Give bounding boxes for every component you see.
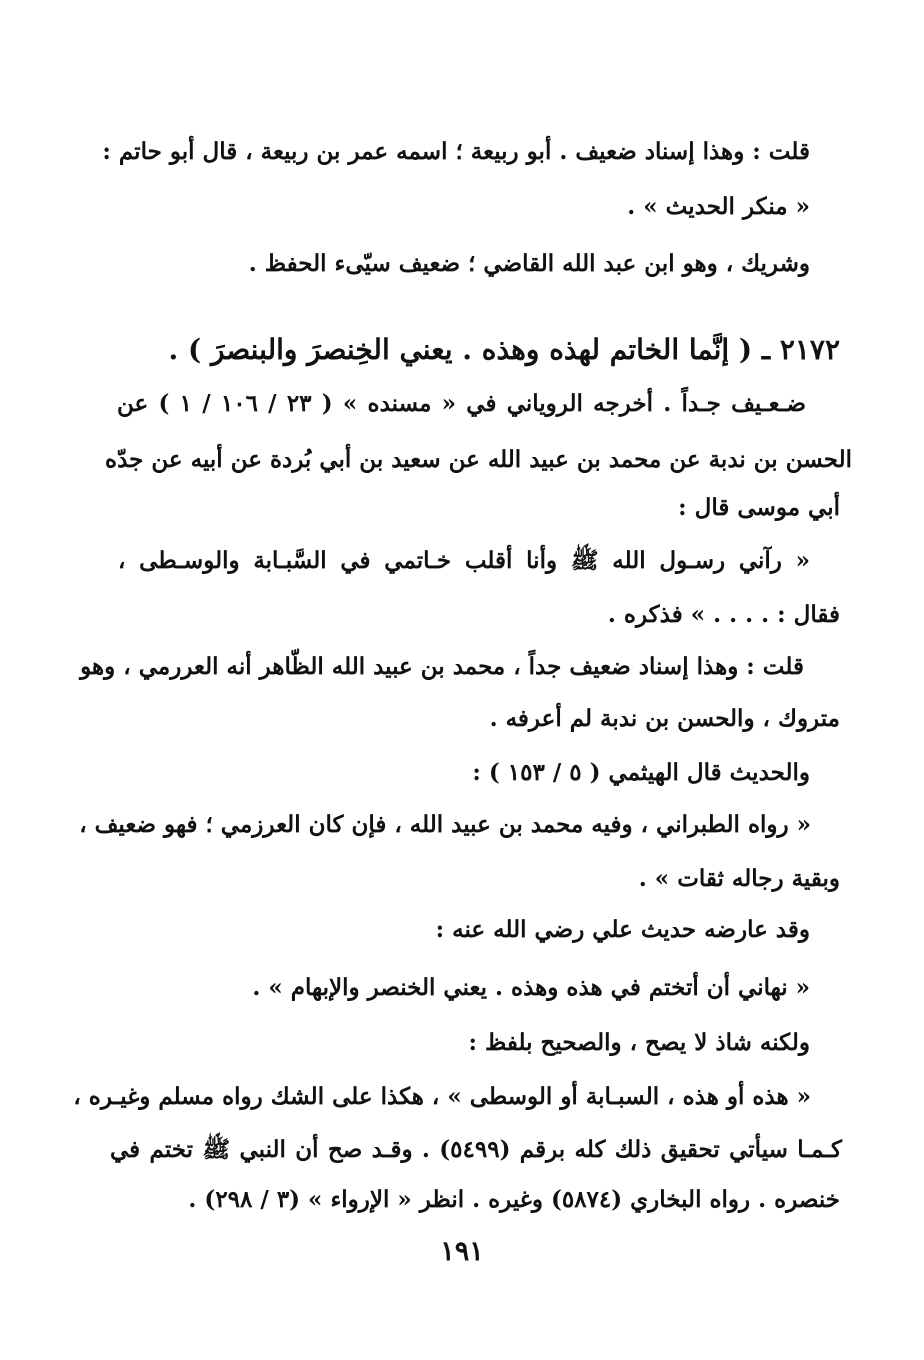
hadith-heading: ٢١٧٢ ـ ( إنَّما الخاتم لهذه وهذه . يعني الخِنصرَ والبنصرَ ) . — [168, 333, 840, 366]
text-line: ضـعـيف جـداً . أخرجه الروياني في « مسنده » ( ٢٣ / ١٠٦ / ١ ) عن — [117, 390, 806, 417]
quote-line: وبقية رجاله ثقات » . — [638, 865, 840, 892]
text-line: كـمـا سيأتي تحقيق ذلك كله برقم (٥٤٩٩) . وقـد صح أن النبي ﷺ تختم في — [110, 1136, 842, 1163]
text-line: قلت : وهذا إسناد ضعيف جداً ، محمد بن عبيد الله الظّاهر أنه العررمي ، وهو — [80, 653, 804, 680]
text-line: ولكنه شاذ لا يصح ، والصحيح بلفظ : — [468, 1029, 810, 1056]
quote-line: « هذه أو هذه ، السبـابة أو الوسطى » ، هكذا على الشك رواه مسلم وغيـره ، — [73, 1083, 811, 1110]
text-line: « منكر الحديث » . — [627, 193, 810, 220]
text-line: والحديث قال الهيثمي ( ٥ / ١٥٣ ) : — [472, 759, 810, 786]
quote-line: « رآني رسـول الله ﷺ وأنا أقلب خـاتمي في السَّبـابة والوسـطى ، — [118, 547, 810, 574]
text-line: وقد عارضه حديث علي رضي الله عنه : — [435, 916, 810, 943]
quote-line: « نهاني أن أتختم في هذه وهذه . يعني الخنصر والإبهام » . — [252, 974, 810, 1001]
quote-line: « رواه الطبراني ، وفيه محمد بن عبيد الله ، فإن كان العرزمي ؛ فهو ضعيف ، — [79, 811, 811, 838]
page-number: ١٩١ — [440, 1236, 484, 1267]
text-line: خنصره . رواه البخاري (٥٨٧٤) وغيره . انظر « الإرواء » (٣ / ٢٩٨) . — [188, 1186, 840, 1213]
text-line: قلت : وهذا إسناد ضعيف . أبو ربيعة ؛ اسمه عمر بن ربيعة ، قال أبو حاتم : — [102, 138, 810, 165]
text-line: أبي موسى قال : — [678, 494, 840, 521]
text-line: الحسن بن ندبة عن محمد بن عبيد الله عن سعيد بن أبي بُردة عن أبيه عن جدّه — [105, 446, 852, 473]
text-line: متروك ، والحسن بن ندبة لم أعرفه . — [489, 705, 840, 732]
quote-line: فقال : . . . . » فذكره . — [607, 601, 840, 628]
text-line: وشريك ، وهو ابن عبد الله القاضي ؛ ضعيف سيّىء الحفظ . — [248, 250, 810, 277]
